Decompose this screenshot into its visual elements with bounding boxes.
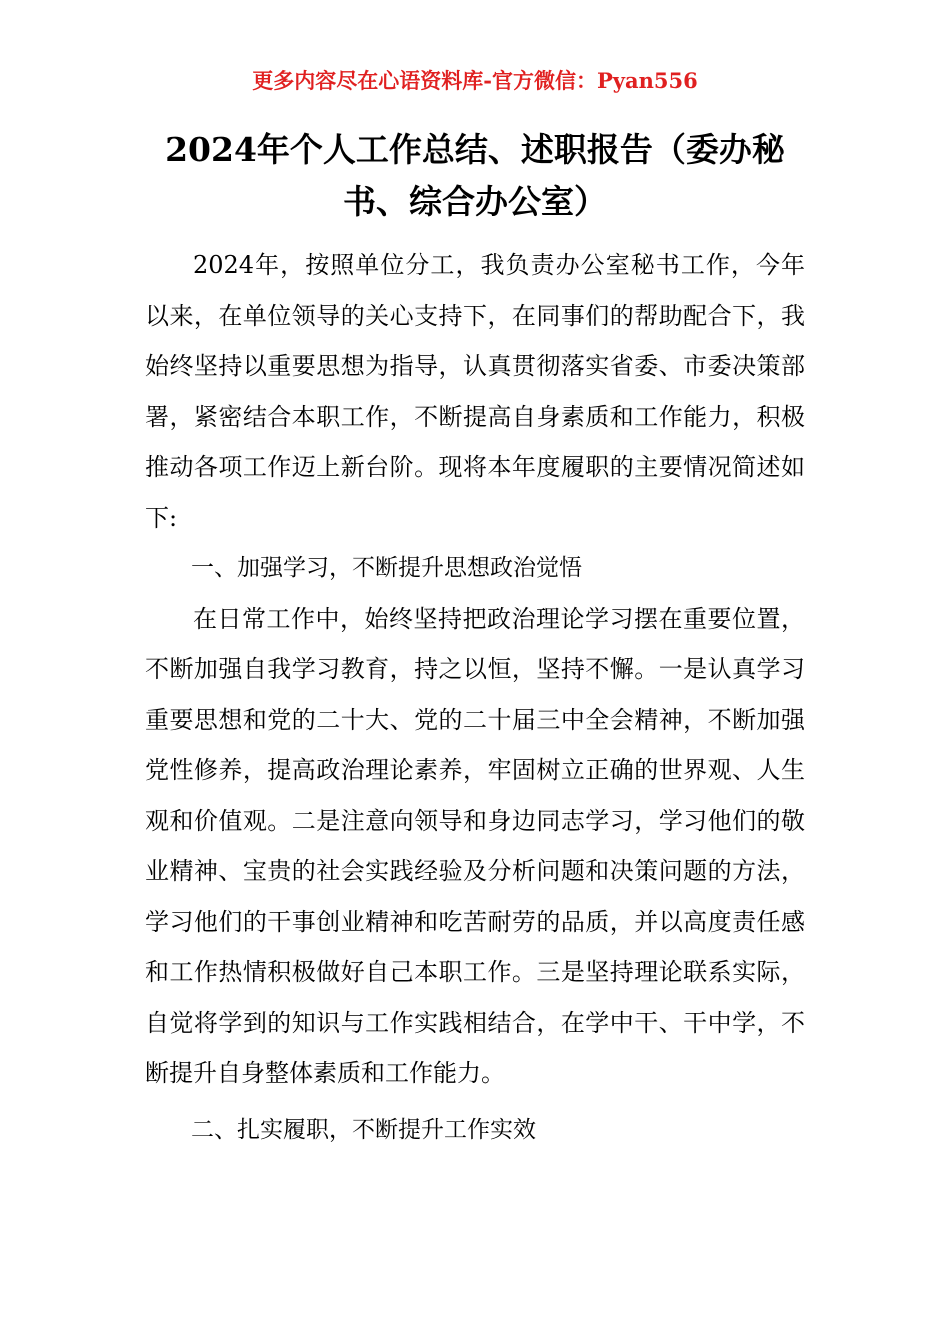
document-body <box>145 240 805 1155</box>
section-body-1: 在日常工作中，始终坚持把政治理论学习摆在重要位置，不断加强自我学习教育，持之以恒，坚持不懈。一是认真学习重要思想和党的二十大、党的二十届三中全会精神，不断加强党性修养，提高政治理论素养，牢固树立正确的世界观、人生观和价值观。二是注意向领导和身边同志学习，学习他们的敬业精神、宝贵的社会实践经验及分析问题和决策问题的方法，学习他们的干事创业精神和吃苦耐劳的品质，并以高度责任感和工作热情积极做好自己本职工作。三是坚持理论联系实际，自觉将学到的知识与工作实践相结合，在学中干、干中学，不断提升自身整体素质和工作能力。 <box>145 604 805 1087</box>
section-heading-1: 一、加强学习，不断提升思想政治觉悟 <box>191 555 582 581</box>
section-heading-2: 二、扎实履职，不断提升工作实效 <box>191 1116 536 1143</box>
document-title: 2024年个人工作总结、述职报告（委办秘书、综合办公室） <box>165 130 785 221</box>
promo-banner: 更多内容尽在心语资料库-官方微信：Pyan556 <box>252 68 698 93</box>
intro-paragraph: 2024年，按照单位分工，我负责办公室秘书工作，今年以来，在单位领导的关心支持下，在同事们的帮助配合下，我始终坚持以重要思想为指导，认真贯彻落实省委、市委决策部署，紧密结合本职工作，不断提高自身素质和工作能力，积极推动各项工作迈上新台阶。现将本年度履职的主要情况简述如下: <box>145 251 805 532</box>
